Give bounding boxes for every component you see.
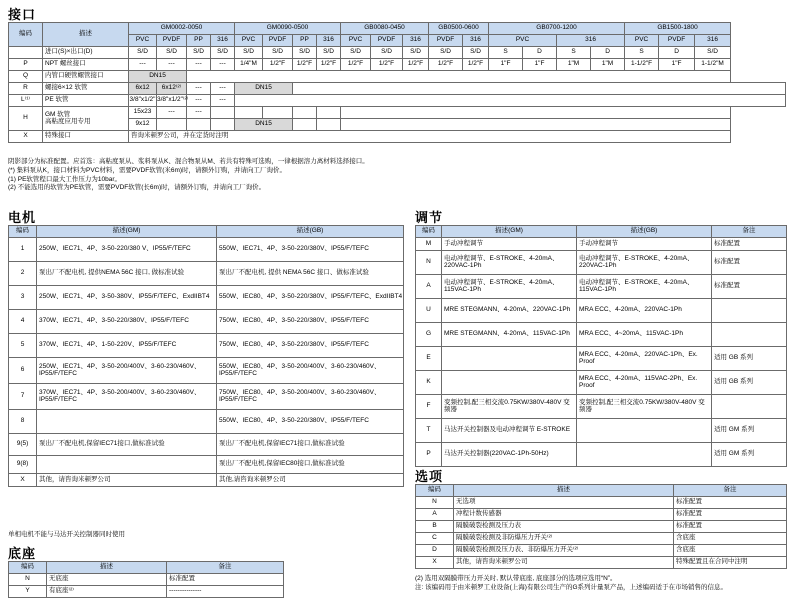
- adjust-row-remark: [712, 395, 787, 419]
- cell: 1/2"F: [429, 59, 463, 71]
- cell: S/D: [317, 47, 341, 59]
- cell: 1/2"F: [293, 59, 317, 71]
- note-line: 阴影部分为标准配置。应首选：高粘度泵从、浆料泵从K、混合物泵从M、若共有特殊可选购，一律根据溶力离材料选择接口。: [8, 158, 369, 165]
- table-row: [9, 574, 284, 586]
- cell: ---: [211, 83, 235, 95]
- adjust-col-gb: 描述(GB): [577, 226, 712, 238]
- interface-subcol: 316: [211, 35, 235, 47]
- motor-row-gb: 550W、IEC71、4P、3-50-220/380V、IP55/F/TEFC: [217, 238, 404, 262]
- cell: S/D: [235, 47, 263, 59]
- option-row-code: D: [416, 545, 454, 557]
- cell: [317, 119, 341, 131]
- adjust-row-code: F: [416, 395, 442, 419]
- motor-row-gm: 250W、IEC71、4P、3-50-200/400V、3-60-230/460V、IP55/F/TEFC: [37, 358, 217, 384]
- interface-group-3: GB0500-0600: [429, 23, 489, 35]
- adjust-row-gm: 马达开关控制器(220VAC-1Ph-50Hz): [442, 443, 577, 467]
- base-row-code: Y: [9, 586, 47, 598]
- option-row-desc: 其他，请咨询米顿罗公司: [454, 557, 674, 569]
- table-row: [9, 95, 786, 107]
- motor-col-gb: 描述(GB): [217, 226, 404, 238]
- interface-subcol: 316: [557, 35, 625, 47]
- motor-row-gb: 泵出厂不配电机,保留IEC71接口,做标准试验: [217, 434, 404, 456]
- base-row-remark: ---------------: [167, 586, 284, 598]
- option-col-code: 编码: [416, 485, 454, 497]
- table-row: [9, 310, 404, 334]
- cell: ---: [211, 59, 235, 71]
- table-row: [416, 347, 787, 371]
- motor-row-gm: 370W、IEC71、4P、3-50-200/400V、3-60-230/460V、IP55/F/TEFC: [37, 384, 217, 410]
- interface-subcol: PVDF: [371, 35, 403, 47]
- cell: 1"F: [489, 59, 523, 71]
- cell: ---: [187, 83, 211, 95]
- option-row-remark: 标准配置: [674, 497, 787, 509]
- adjust-row-gb: [577, 443, 712, 467]
- cell: ---: [187, 95, 211, 107]
- table-row: [416, 371, 787, 395]
- base-col-desc: 描述: [47, 562, 167, 574]
- interface-table: [8, 22, 786, 143]
- motor-row-gm: 泵出厂不配电机, 提供NEMA 56C 接口, 做标准试验: [37, 262, 217, 286]
- section-title-adjust: 调节: [415, 210, 444, 225]
- cell: [293, 119, 317, 131]
- adjust-row-gm: 变频控制,配三相交流0.75KW/380V-480V 变频器: [442, 395, 577, 419]
- interface-row-code: P: [9, 59, 43, 71]
- motor-row-code: 1: [9, 238, 37, 262]
- motor-row-gm: 250W、IEC71、4P、3-50-380V、IP55/F/TEFC、ExdIIBT4: [37, 286, 217, 310]
- adjust-row-code: M: [416, 238, 442, 251]
- motor-row-gb: 550W、IEC80、4P、3-50-220/380V、IP55/F/TEFC: [217, 410, 404, 434]
- cell: 1/2"F: [463, 59, 489, 71]
- cell: 1/2"F: [403, 59, 429, 71]
- table-row: [9, 238, 404, 262]
- option-row-code: N: [416, 497, 454, 509]
- motor-row-gm: [37, 456, 217, 474]
- interface-subcol: PVDF: [659, 35, 695, 47]
- cell: S/D: [263, 47, 293, 59]
- base-col-remark: 备注: [167, 562, 284, 574]
- adjust-row-code: P: [416, 443, 442, 467]
- cell: 1/4"M: [235, 59, 263, 71]
- interface-row-code: Q: [9, 71, 43, 83]
- interface-subcol: PVC: [341, 35, 371, 47]
- adjust-row-remark: 标准配置: [712, 238, 787, 251]
- interface-subcol: 316: [695, 35, 731, 47]
- interface-group-1: GM0090-0500: [235, 23, 341, 35]
- option-row-remark: 标准配置: [674, 521, 787, 533]
- interface-subcol: PVC: [129, 35, 157, 47]
- cell: 6x12: [129, 83, 157, 95]
- interface-row-desc: 特殊接口: [43, 131, 129, 143]
- cell: S/D: [695, 47, 731, 59]
- base-row-desc: 有底座⁽²⁾: [47, 586, 167, 598]
- table-row: [9, 262, 404, 286]
- note-line: 注: 该编码用于由米顿罗工业设备(上海)有限公司生产的G系列计量泵产品，上述编码适于在市场销售的信息。: [415, 583, 727, 591]
- adjust-row-gb: MRA ECC、4-20mA、115VAC-2Ph、Ex. Proof: [577, 371, 712, 395]
- table-row: [9, 586, 284, 598]
- cell: D: [659, 47, 695, 59]
- adjust-col-gm: 描述(GM): [442, 226, 577, 238]
- table-row: [416, 395, 787, 419]
- table-row: [416, 299, 787, 323]
- cell: D: [523, 47, 557, 59]
- option-row-desc: 隔膜破裂检测及压力表、非防爆压力开关⁽²⁾: [454, 545, 674, 557]
- cell: [293, 83, 786, 95]
- cell: 咨询米顿罗公司，并在定货时注明: [129, 131, 731, 143]
- table-row: [9, 83, 786, 95]
- motor-table: [8, 225, 404, 487]
- base-row-remark: 标准配置: [167, 574, 284, 586]
- adjust-row-gm: 手动冲程调节: [442, 238, 577, 251]
- table-row: [416, 443, 787, 467]
- cell: [157, 119, 187, 131]
- table-row: [416, 509, 787, 521]
- adjust-row-gb: [577, 419, 712, 443]
- cell: DN15: [235, 83, 293, 95]
- adjust-row-gb: 手动冲程调节: [577, 238, 712, 251]
- motor-row-code: 3: [9, 286, 37, 310]
- cell: 1"F: [523, 59, 557, 71]
- table-row: [416, 533, 787, 545]
- adjust-row-code: T: [416, 419, 442, 443]
- interface-subcol: PP: [187, 35, 211, 47]
- cell: 1/2"F: [317, 59, 341, 71]
- adjust-col-remark: 备注: [712, 226, 787, 238]
- table-row: [416, 251, 787, 275]
- motor-row-code: 5: [9, 334, 37, 358]
- interface-subcol: PVC: [235, 35, 263, 47]
- interface-subcol: 316: [317, 35, 341, 47]
- table-row: [9, 334, 404, 358]
- cell: S/D: [129, 47, 157, 59]
- adjust-row-code: E: [416, 347, 442, 371]
- cell: [293, 107, 317, 119]
- cell: [341, 119, 731, 131]
- motor-row-gm: [37, 410, 217, 434]
- interface-group-5: GB1500-1800: [625, 23, 731, 35]
- adjust-row-code: A: [416, 275, 442, 299]
- motor-row-gm: 370W、IEC71、4P、1-50-220V、IP55/F/TEFC: [37, 334, 217, 358]
- motor-row-code: 2: [9, 262, 37, 286]
- interface-row-code: R: [9, 83, 43, 95]
- motor-col-gm: 描述(GM): [37, 226, 217, 238]
- option-row-code: X: [416, 557, 454, 569]
- motor-row-code: 9(5): [9, 434, 37, 456]
- cell: 1/2"F: [371, 59, 403, 71]
- motor-row-gb: 其他,请咨询米顿罗公司: [217, 474, 404, 487]
- cell: D: [591, 47, 625, 59]
- section-title-option: 选项: [415, 469, 444, 484]
- interface-row-desc: NPT 螺丝接口: [43, 59, 129, 71]
- table-row: [9, 71, 786, 83]
- adjust-row-gb: 变频控制,配三相交流0.75KW/380V-480V 变频器: [577, 395, 712, 419]
- cell: S/D: [429, 47, 463, 59]
- base-row-code: N: [9, 574, 47, 586]
- interface-subcol: PVC: [625, 35, 659, 47]
- option-row-code: A: [416, 509, 454, 521]
- section-title-motor: 电机: [8, 210, 37, 225]
- table-row: [416, 323, 787, 347]
- interface-notes: [8, 158, 428, 193]
- motor-row-gm: 370W、IEC71、4P、3-50-220/380V、IP55/F/TEFC: [37, 310, 217, 334]
- note-line: (2) 选用双隔膜带压力开关时, 默认带底座, 底座部分的选项应选用“N”。: [415, 575, 617, 582]
- adjust-row-code: G: [416, 323, 442, 347]
- cell: [341, 107, 731, 119]
- base-row-desc: 无底座: [47, 574, 167, 586]
- interface-group-0: GM0002-0050: [129, 23, 235, 35]
- adjust-row-gb: 电动冲程调节、E-STROKE、4-20mA、220VAC-1Ph: [577, 251, 712, 275]
- adjust-row-gm: [442, 371, 577, 395]
- cell: 15x23: [129, 107, 157, 119]
- interface-subcol: PVDF: [263, 35, 293, 47]
- adjust-row-gm: MRE STEGMANN、4-20mA、220VAC-1Ph: [442, 299, 577, 323]
- interface-subcol: PP: [293, 35, 317, 47]
- adjust-row-gm: 电动冲程调节、E-STROKE、4-20mA、115VAC-1Ph: [442, 275, 577, 299]
- cell: S/D: [463, 47, 489, 59]
- cell: [187, 119, 211, 131]
- adjust-row-gb: MRA ECC、4~20mA、115VAC-1Ph: [577, 323, 712, 347]
- cell: ---: [187, 59, 211, 71]
- adjust-row-code: U: [416, 299, 442, 323]
- adjust-row-gb: MRA ECC、4-20mA、220VAC-1Ph、Ex. Proof: [577, 347, 712, 371]
- option-row-remark: 特殊配置且在合同中注明: [674, 557, 787, 569]
- table-row: [9, 410, 404, 434]
- motor-row-gb: 550W、IEC80、4P、3-50-220/380V、IP55/F/TEFC、ExdIIBT4: [217, 286, 404, 310]
- interface-row-desc: 内管口硬管螺管接口: [43, 71, 129, 83]
- interface-subcol: PVC: [489, 35, 557, 47]
- adjust-row-remark: 适用 GM 系列: [712, 419, 787, 443]
- motor-row-gb: 750W、IEC80、4P、3-50-220/380V、IP55/F/TEFC: [217, 334, 404, 358]
- motor-row-code: 9(8): [9, 456, 37, 474]
- cell: S/D: [341, 47, 371, 59]
- motor-row-gb: 泵出厂不配电机, 提供 NEMA 56C 接口、做标准试验: [217, 262, 404, 286]
- cell: [235, 95, 786, 107]
- table-row: [9, 474, 404, 487]
- table-row: [9, 384, 404, 410]
- motor-row-code: 4: [9, 310, 37, 334]
- motor-row-code: 7: [9, 384, 37, 410]
- cell: 1"M: [591, 59, 625, 71]
- cell: [187, 71, 731, 83]
- section-title-base: 底座: [8, 546, 37, 561]
- motor-row-gb: 泵出厂不配电机,保留IEC80接口,做标准试验: [217, 456, 404, 474]
- interface-subcol: 316: [403, 35, 429, 47]
- option-col-desc: 描述: [454, 485, 674, 497]
- note-line: (1) PE软管程口最大工作压力为10bar。: [8, 175, 122, 183]
- cell: ---: [157, 107, 187, 119]
- cell: S: [625, 47, 659, 59]
- adjust-row-remark: [712, 323, 787, 347]
- option-row-remark: 含底座: [674, 533, 787, 545]
- cell: S/D: [157, 47, 187, 59]
- cell: 3/8"x1/2"⁽²⁾: [157, 95, 187, 107]
- cell: S: [557, 47, 591, 59]
- interface-row-desc: 进口(S)×出口(D): [43, 47, 129, 59]
- cell: ---: [187, 107, 211, 119]
- motor-row-gb: 750W、IEC80、4P、3-50-220/380V、IP55/F/TEFC: [217, 310, 404, 334]
- option-col-remark: 备注: [674, 485, 787, 497]
- motor-row-code: 6: [9, 358, 37, 384]
- option-row-code: B: [416, 521, 454, 533]
- adjust-row-gb: MRA ECC、4-20mA、220VAC-1Ph: [577, 299, 712, 323]
- option-row-remark: 含底座: [674, 545, 787, 557]
- interface-row-code: H: [9, 107, 43, 131]
- table-row: [9, 286, 404, 310]
- cell: ---: [129, 59, 157, 71]
- adjust-row-code: N: [416, 251, 442, 275]
- interface-row-desc: GM 软管 高粘度应用专用: [43, 107, 129, 131]
- adjust-row-remark: 标准配置: [712, 251, 787, 275]
- option-row-desc: 冲程计数传感器: [454, 509, 674, 521]
- table-row: [416, 545, 787, 557]
- cell: 9x12: [129, 119, 157, 131]
- adjust-row-gm: [442, 347, 577, 371]
- table-row: [9, 107, 786, 119]
- adjust-row-remark: 标准配置: [712, 275, 787, 299]
- adjust-row-remark: 适用 GM 系列: [712, 443, 787, 467]
- cell: 3/8"x1/2": [129, 95, 157, 107]
- cell: 6x12⁽²⁾: [157, 83, 187, 95]
- cell: S/D: [403, 47, 429, 59]
- interface-col-code: 编码: [9, 23, 43, 47]
- cell: DN15: [235, 119, 293, 131]
- motor-row-gb: 750W、IEC80、4P、3-50-200/400V、3-60-230/460V、IP55/F/TEFC: [217, 384, 404, 410]
- option-row-remark: 标准配置: [674, 509, 787, 521]
- cell: 1-1/2"F: [625, 59, 659, 71]
- option-row-code: C: [416, 533, 454, 545]
- table-row: [9, 456, 404, 474]
- option-notes: [415, 575, 800, 593]
- cell: [211, 119, 235, 131]
- adjust-row-gm: 马达开关控制器及电动冲程调节 E-STROKE: [442, 419, 577, 443]
- table-row: [9, 131, 786, 143]
- adjust-row-code: K: [416, 371, 442, 395]
- cell: 1"M: [557, 59, 591, 71]
- cell: [263, 107, 293, 119]
- cell: [317, 107, 341, 119]
- adjust-row-gm: MRE STEGMANN、4-20mA、115VAC-1Ph: [442, 323, 577, 347]
- interface-subcol: PVDF: [429, 35, 463, 47]
- cell: S/D: [211, 47, 235, 59]
- base-table: [8, 561, 284, 598]
- motor-row-gm: 泵出厂不配电机,保留IEC71接口,做标准试验: [37, 434, 217, 456]
- cell: 1/2"F: [341, 59, 371, 71]
- option-row-desc: 隔膜破裂检测及压力表: [454, 521, 674, 533]
- motor-row-code: X: [9, 474, 37, 487]
- table-row: [416, 497, 787, 509]
- table-row: [416, 557, 787, 569]
- adjust-row-gm: 电动冲程调节、E-STROKE、4-20mA、220VAC-1Ph: [442, 251, 577, 275]
- interface-group-4: GB0700-1200: [489, 23, 625, 35]
- adjust-col-code: 编码: [416, 226, 442, 238]
- table-row: [9, 358, 404, 384]
- option-table: [415, 484, 787, 569]
- note-line: (*) 集料泵从K，接口材料为PVC材料，需要PVDF软管(米6m)时，请额外订购，并请向工厂询价。: [8, 166, 287, 174]
- cell: S: [489, 47, 523, 59]
- option-row-desc: 无选项: [454, 497, 674, 509]
- motor-row-gm: 其他，请咨询米顿罗公司: [37, 474, 217, 487]
- cell: S/D: [371, 47, 403, 59]
- interface-col-desc: 描述: [43, 23, 129, 47]
- interface-group-2: GB0080-0450: [341, 23, 429, 35]
- motor-footnote: 单相电机不能与马达开关控制器同时使用: [8, 531, 125, 538]
- table-row: [9, 434, 404, 456]
- interface-subcol: PVDF: [157, 35, 187, 47]
- table-row: [9, 59, 786, 71]
- cell: [211, 107, 235, 119]
- adjust-row-remark: [712, 299, 787, 323]
- cell: 1/2"F: [263, 59, 293, 71]
- interface-row-code: X: [9, 131, 43, 143]
- cell: S/D: [293, 47, 317, 59]
- table-row: [416, 275, 787, 299]
- table-row: [416, 419, 787, 443]
- interface-row-desc: PE 软管: [43, 95, 129, 107]
- adjust-row-remark: 适用 GB 系列: [712, 371, 787, 395]
- adjust-row-gb: 电动冲程调节、E-STROKE、4-20mA、115VAC-1Ph: [577, 275, 712, 299]
- cell: ---: [211, 95, 235, 107]
- table-row: [416, 521, 787, 533]
- motor-row-gb: 550W、IEC80、4P、3-50-200/400V、3-60-230/460V、IP55/F/TEFC: [217, 358, 404, 384]
- interface-row-code: L⁽¹⁾: [9, 95, 43, 107]
- adjust-table: [415, 225, 787, 467]
- motor-row-code: 8: [9, 410, 37, 434]
- cell: 1"F: [659, 59, 695, 71]
- cell: DN15: [129, 71, 187, 83]
- adjust-row-remark: 适用 GB 系列: [712, 347, 787, 371]
- interface-subcol: 316: [463, 35, 489, 47]
- section-title-interface: 接口: [8, 7, 37, 22]
- note-line: (2) 不能选用的软管为PE软管，需要PVDF软管(长6m)时，请额外订购，并请向工厂询价。: [8, 184, 266, 192]
- base-col-code: 编码: [9, 562, 47, 574]
- motor-row-gm: 250W、IEC71、4P、3-50-220/380 V、IP55/F/TEFC: [37, 238, 217, 262]
- table-row: [9, 47, 786, 59]
- cell: ---: [157, 59, 187, 71]
- motor-col-code: 编码: [9, 226, 37, 238]
- interface-row-desc: 螺接6×12 软管: [43, 83, 129, 95]
- cell: 1-1/2"M: [695, 59, 731, 71]
- interface-row-code: [9, 47, 43, 59]
- option-row-desc: 隔膜破裂检测及非防爆压力开关⁽²⁾: [454, 533, 674, 545]
- cell: S/D: [187, 47, 211, 59]
- cell: [235, 107, 263, 119]
- table-row: [416, 238, 787, 251]
